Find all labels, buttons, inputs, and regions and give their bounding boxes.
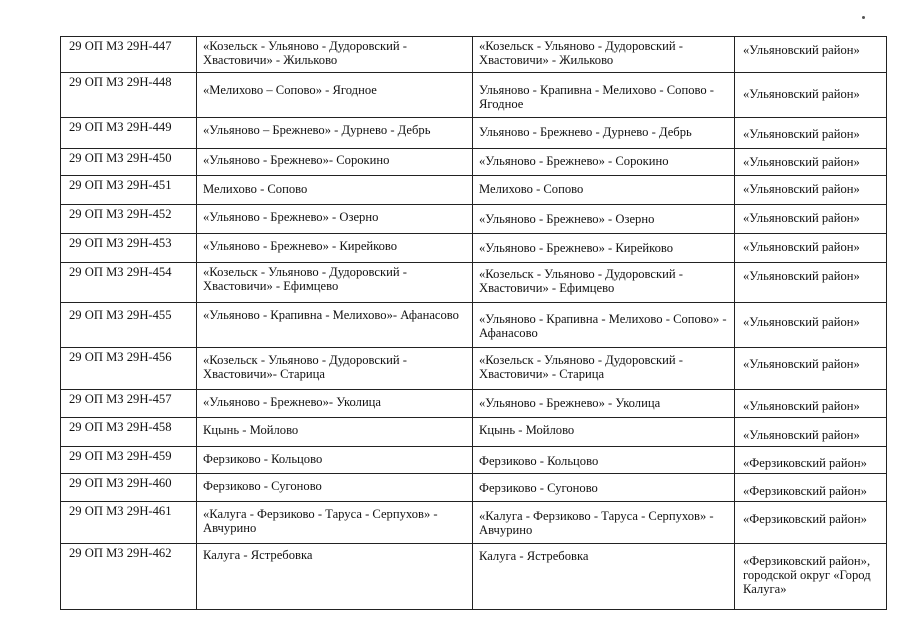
road-code-cell: 29 ОП МЗ 29Н-457 <box>61 390 197 418</box>
road-code-cell: 29 ОП МЗ 29Н-456 <box>61 348 197 390</box>
road-route-cell: «Козельск - Ульяново - Дудоровский - Хвастовичи» - Старица <box>473 348 735 390</box>
road-code-cell: 29 ОП МЗ 29Н-455 <box>61 303 197 348</box>
road-name-cell: «Ульяново – Брежнево» - Дурнево - Дебрь <box>197 118 473 149</box>
road-district-cell: «Ульяновский район» <box>735 234 887 263</box>
road-route-cell: «Ульяново - Брежнево» - Сорокино <box>473 149 735 176</box>
table-row <box>61 176 887 205</box>
road-route-cell: «Козельск - Ульяново - Дудоровский - Хвастовичи» - Жильково <box>473 37 735 73</box>
road-route-cell: Ульяново - Крапивна - Мелихово - Сопово - Ягодное <box>473 73 735 118</box>
road-district-cell: «Ульяновский район» <box>735 303 887 348</box>
road-route-cell: Ферзиково - Кольцово <box>473 447 735 474</box>
table-row <box>61 303 887 348</box>
road-code-cell: 29 ОП МЗ 29Н-458 <box>61 418 197 447</box>
road-name-cell: «Ульяново - Брежнево» - Озерно <box>197 205 473 234</box>
road-route-cell: Ферзиково - Сугоново <box>473 474 735 502</box>
table-row <box>61 390 887 418</box>
road-route-cell: Мелихово - Сопово <box>473 176 735 205</box>
road-route-cell: «Ульяново - Крапивна - Мелихово - Сопово» - Афанасово <box>473 303 735 348</box>
road-code-cell: 29 ОП МЗ 29Н-449 <box>61 118 197 149</box>
road-district-cell: «Ульяновский район» <box>735 418 887 447</box>
road-name-cell: «Козельск - Ульяново - Дудоровский - Хвастовичи» - Жильково <box>197 37 473 73</box>
road-code-cell: 29 ОП МЗ 29Н-447 <box>61 37 197 73</box>
road-route-cell: Ульяново - Брежнево - Дурнево - Дебрь <box>473 118 735 149</box>
road-district-cell: «Ульяновский район» <box>735 390 887 418</box>
road-name-cell: «Ульяново - Брежнево»- Уколица <box>197 390 473 418</box>
table-row <box>61 502 887 544</box>
table-row <box>61 263 887 303</box>
table-row <box>61 73 887 118</box>
road-route-cell: «Ульяново - Брежнево» - Уколица <box>473 390 735 418</box>
road-code-cell: 29 ОП МЗ 29Н-450 <box>61 149 197 176</box>
road-name-cell: «Ульяново - Брежнево»- Сорокино <box>197 149 473 176</box>
road-code-cell: 29 ОП МЗ 29Н-453 <box>61 234 197 263</box>
road-district-cell: «Ульяновский район» <box>735 205 887 234</box>
table-row <box>61 205 887 234</box>
road-district-cell: «Ферзиковский район» <box>735 474 887 502</box>
road-route-cell: «Ульяново - Брежнево» - Озерно <box>473 205 735 234</box>
road-code-cell: 29 ОП МЗ 29Н-462 <box>61 544 197 610</box>
road-code-cell: 29 ОП МЗ 29Н-461 <box>61 502 197 544</box>
road-code-cell: 29 ОП МЗ 29Н-451 <box>61 176 197 205</box>
road-route-cell: «Калуга - Ферзиково - Таруса - Серпухов» - Авчурино <box>473 502 735 544</box>
road-name-cell: «Ульяново - Брежнево» - Кирейково <box>197 234 473 263</box>
road-name-cell: «Козельск - Ульяново - Дудоровский - Хвастовичи» - Ефимцево <box>197 263 473 303</box>
road-code-cell: 29 ОП МЗ 29Н-454 <box>61 263 197 303</box>
road-name-cell: «Калуга - Ферзиково - Таруса - Серпухов» - Авчурино <box>197 502 473 544</box>
table-row <box>61 234 887 263</box>
table-row <box>61 447 887 474</box>
road-district-cell: «Ульяновский район» <box>735 263 887 303</box>
roads-table-body <box>61 37 887 610</box>
road-district-cell: «Ульяновский район» <box>735 73 887 118</box>
road-name-cell: «Ульяново - Крапивна - Мелихово»- Афанасово <box>197 303 473 348</box>
road-district-cell: «Ульяновский район» <box>735 149 887 176</box>
road-district-cell: «Ульяновский район» <box>735 118 887 149</box>
road-route-cell: «Козельск - Ульяново - Дудоровский - Хвастовичи» - Ефимцево <box>473 263 735 303</box>
road-name-cell: «Мелихово – Сопово» - Ягодное <box>197 73 473 118</box>
road-name-cell: Ферзиково - Кольцово <box>197 447 473 474</box>
road-route-cell: Калуга - Ястребовка <box>473 544 735 610</box>
road-code-cell: 29 ОП МЗ 29Н-448 <box>61 73 197 118</box>
road-route-cell: Кцынь - Мойлово <box>473 418 735 447</box>
table-row <box>61 348 887 390</box>
table-row <box>61 37 887 73</box>
table-row <box>61 118 887 149</box>
table-row <box>61 544 887 610</box>
table-row <box>61 149 887 176</box>
road-name-cell: Мелихово - Сопово <box>197 176 473 205</box>
road-district-cell: «Ульяновский район» <box>735 348 887 390</box>
road-route-cell: «Ульяново - Брежнево» - Кирейково <box>473 234 735 263</box>
road-district-cell: «Ульяновский район» <box>735 37 887 73</box>
table-row <box>61 418 887 447</box>
road-code-cell: 29 ОП МЗ 29Н-459 <box>61 447 197 474</box>
road-code-cell: 29 ОП МЗ 29Н-452 <box>61 205 197 234</box>
road-code-cell: 29 ОП МЗ 29Н-460 <box>61 474 197 502</box>
road-name-cell: Кцынь - Мойлово <box>197 418 473 447</box>
table-row <box>61 474 887 502</box>
road-name-cell: Калуга - Ястребовка <box>197 544 473 610</box>
roads-table <box>60 36 887 610</box>
road-district-cell: «Ферзиковский район» <box>735 447 887 474</box>
road-name-cell: Ферзиково - Сугоново <box>197 474 473 502</box>
road-district-cell: «Ферзиковский район», городской округ «Город Калуга» <box>735 544 887 610</box>
road-name-cell: «Козельск - Ульяново - Дудоровский - Хвастовичи»- Старица <box>197 348 473 390</box>
road-district-cell: «Ульяновский район» <box>735 176 887 205</box>
scan-dot <box>862 16 865 19</box>
road-district-cell: «Ферзиковский район» <box>735 502 887 544</box>
